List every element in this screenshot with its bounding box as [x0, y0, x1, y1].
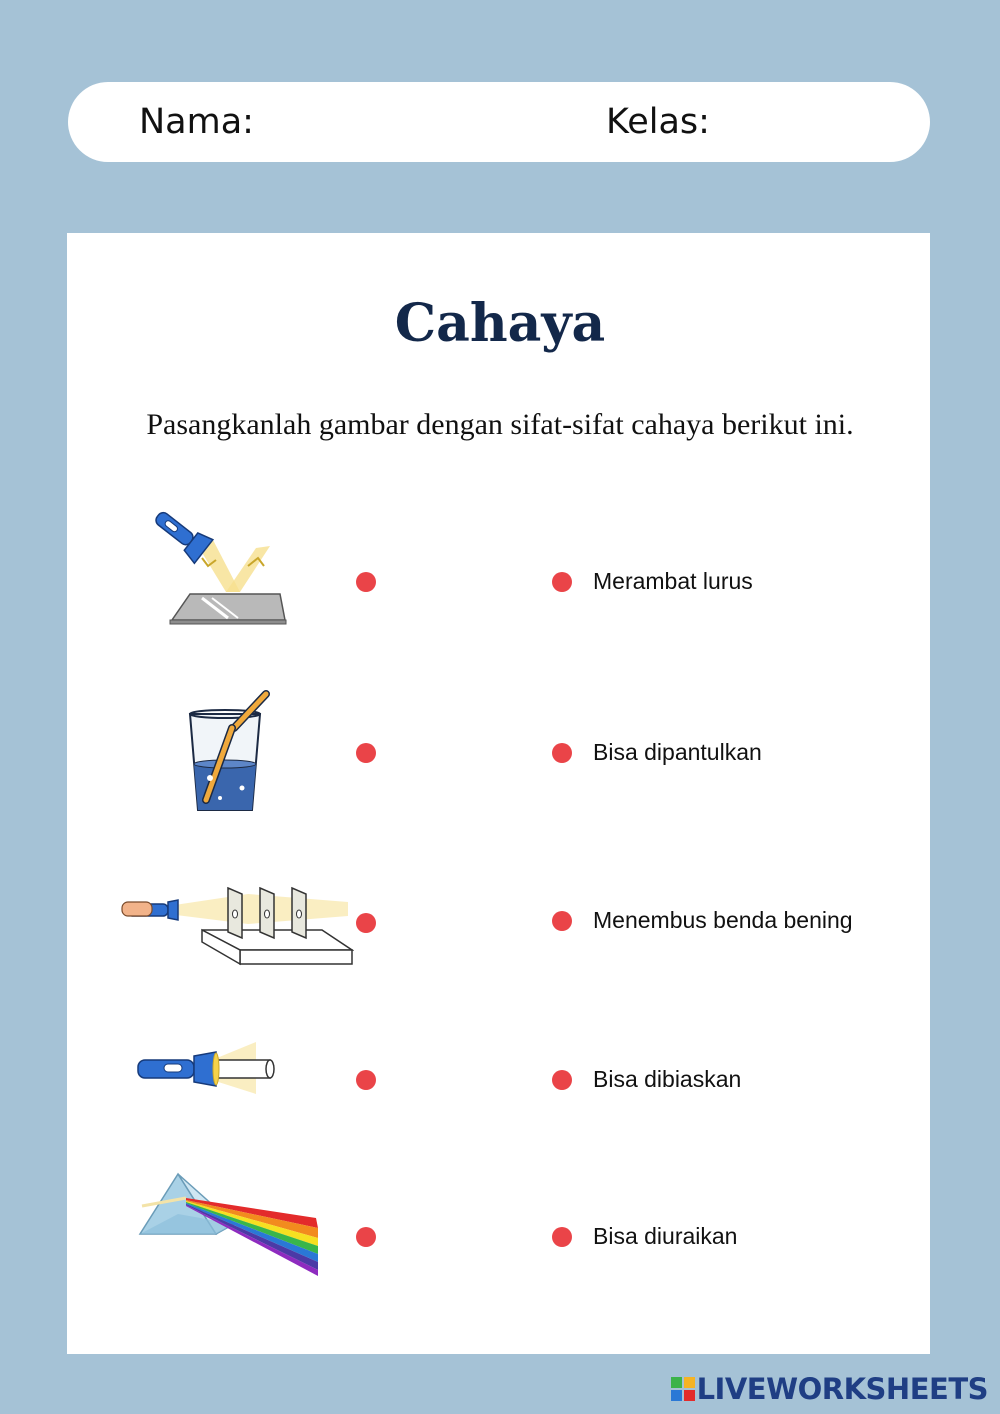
prism-rainbow-icon	[138, 1170, 324, 1280]
straw-in-water-glass-icon	[182, 688, 274, 818]
property-match-dot[interactable]	[552, 572, 572, 592]
flashlight-through-pipe-icon	[136, 1040, 278, 1100]
picture-match-dot[interactable]	[356, 743, 376, 763]
picture-match-dot[interactable]	[356, 913, 376, 933]
property-label: Merambat lurus	[593, 568, 753, 594]
page-title: Cahaya	[394, 293, 606, 354]
student-info-bar	[68, 82, 930, 162]
property-label: Bisa dibiaskan	[593, 1066, 742, 1092]
property-match-dot[interactable]	[552, 1227, 572, 1247]
property-label: Menembus benda bening	[593, 907, 853, 933]
flashlight-reflection-mirror-icon	[140, 508, 300, 628]
instruction-text: Pasangkanlah gambar dengan sifat-sifat cahaya berikut ini.	[146, 408, 854, 441]
liveworksheets-logo-icon	[671, 1377, 695, 1401]
picture-match-dot[interactable]	[356, 1070, 376, 1090]
property-label: Bisa diuraikan	[593, 1223, 738, 1249]
picture-match-dot[interactable]	[356, 1227, 376, 1247]
property-match-dot[interactable]	[552, 743, 572, 763]
watermark-text: LIVEWORKSHEETS	[696, 1372, 988, 1406]
flashlight-through-slotted-cards-icon	[118, 880, 354, 970]
property-label: Bisa dipantulkan	[593, 739, 762, 765]
property-match-dot[interactable]	[552, 911, 572, 931]
class-label: Kelas:	[606, 102, 710, 142]
property-match-dot[interactable]	[552, 1070, 572, 1090]
picture-match-dot[interactable]	[356, 572, 376, 592]
liveworksheets-watermark	[671, 1372, 988, 1406]
name-label: Nama:	[139, 102, 254, 142]
